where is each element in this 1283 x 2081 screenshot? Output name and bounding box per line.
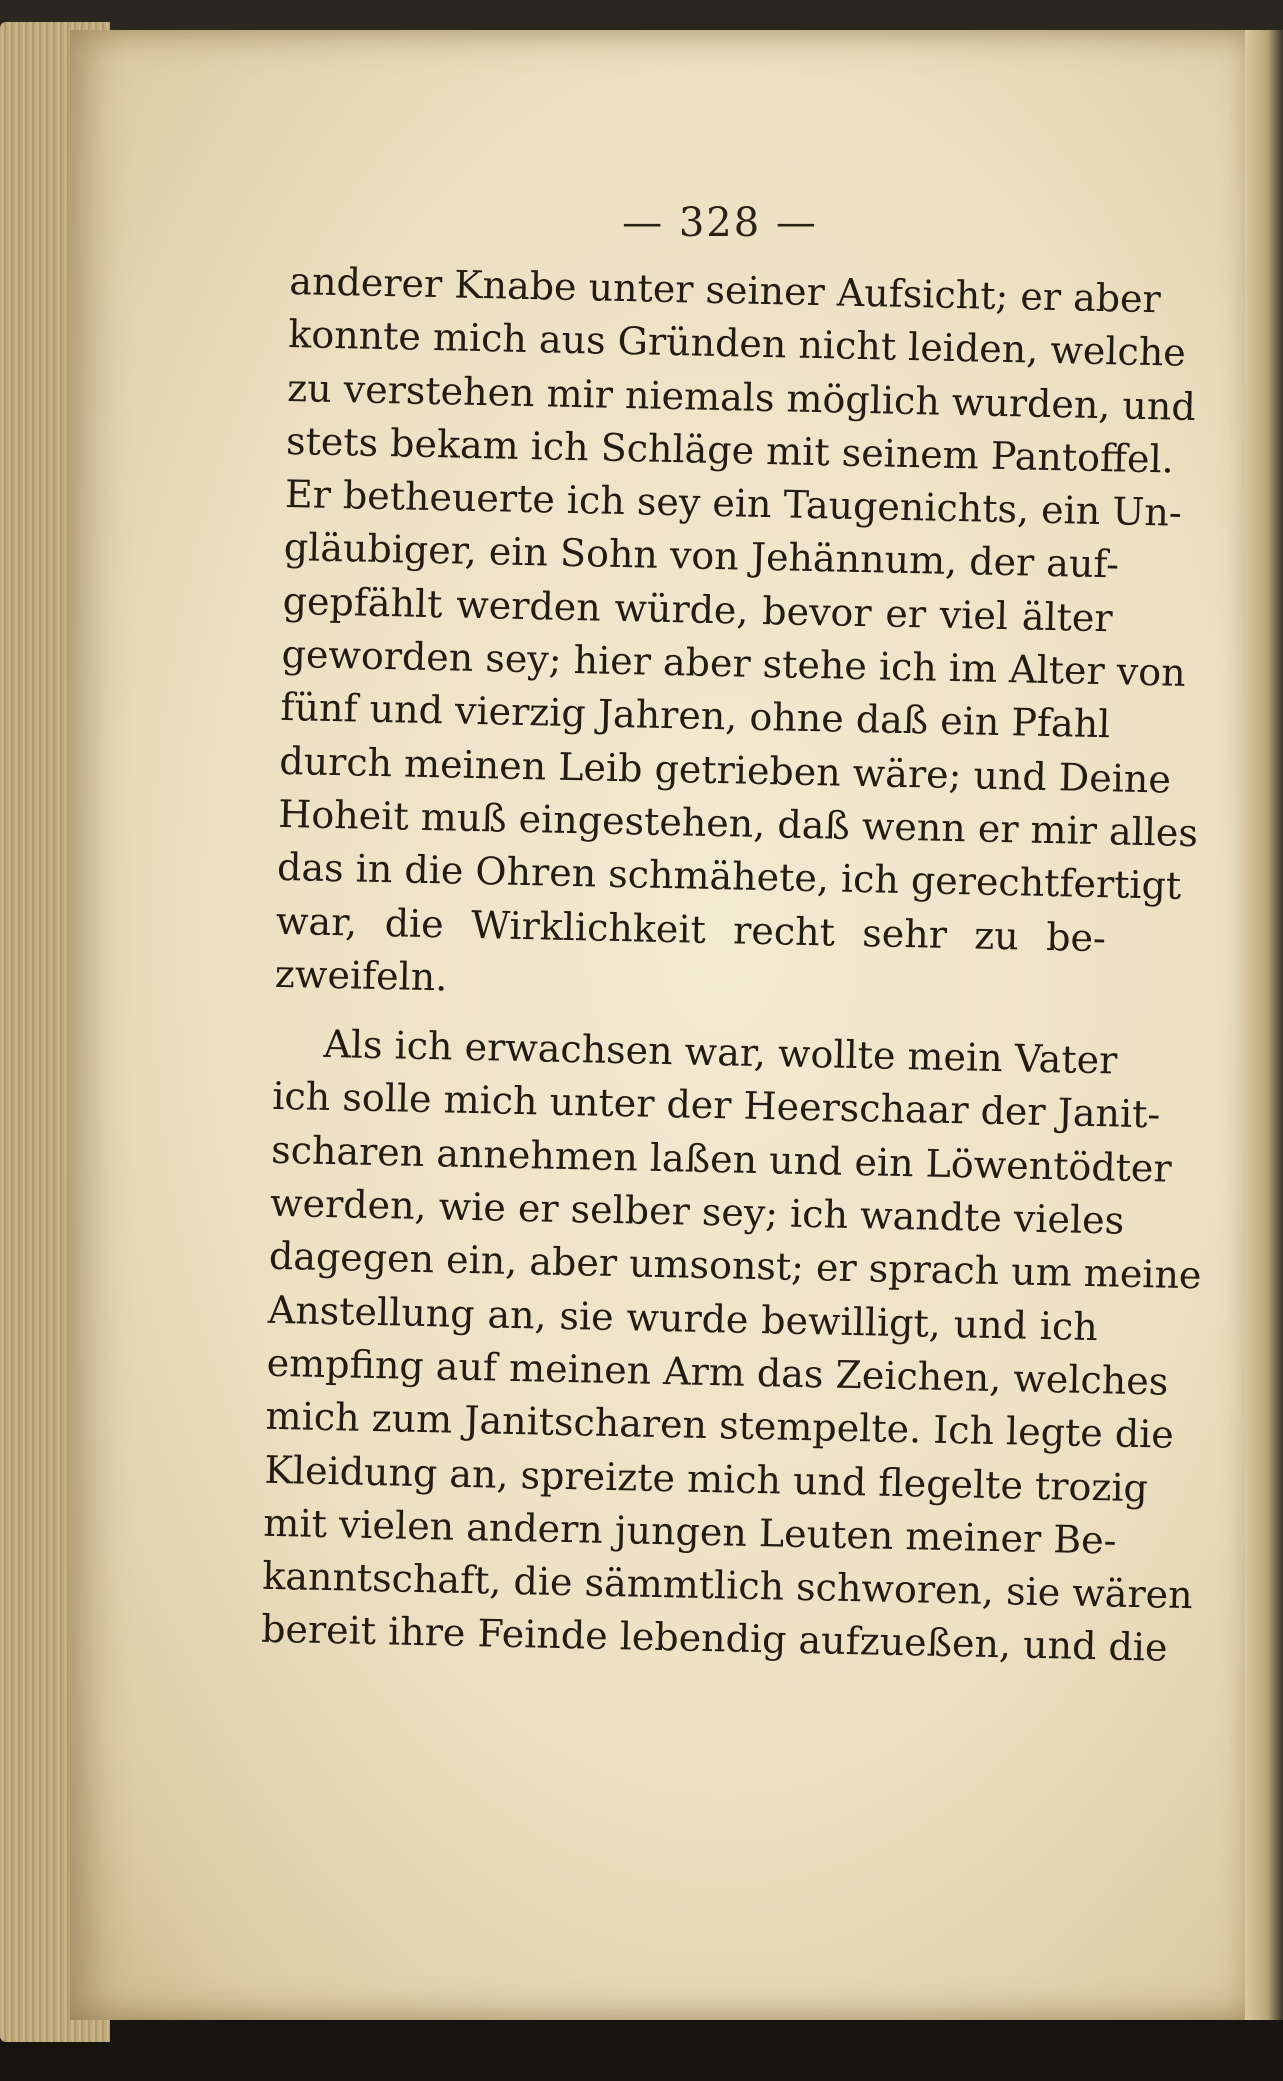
paragraph (274, 255, 1199, 1018)
body-text (260, 255, 1202, 1674)
text-line: scharen annehmen laßen und ein Löwentödter (270, 1127, 1173, 1191)
text-line: bereit ihre Feinde lebendig aufzueßen, und die (260, 1607, 1168, 1671)
text-line: anderer Knabe unter seiner Aufsicht; er aber (288, 258, 1162, 322)
text-line: Kleidung an, spreizte mich und flegelte trozig (264, 1447, 1149, 1510)
text-line: gläubiger, ein Sohn von Jehännum, der auf- (283, 525, 1120, 587)
text-line: geworden sey; hier aber stehe ich im Alter von (281, 631, 1187, 695)
text-line: war, die Wirklichkeit recht sehr zu be- (275, 898, 1107, 960)
text-line: zu verstehen mir niemals möglich wurden, und (286, 365, 1197, 429)
text-line: dagegen ein, aber umsonst; er sprach um meine (268, 1234, 1202, 1298)
text-line: werden, wie er selber sey; ich wandte vieles (269, 1180, 1125, 1243)
text-line: konnte mich aus Gründen nicht leiden, welche (287, 312, 1187, 376)
text-line: gepfählt werden würde, bevor er viel älter (282, 578, 1114, 641)
text-line: durch meinen Leib getrieben wäre; und Deine (278, 738, 1172, 802)
text-line: kanntschaft, die sämmtlich schworen, sie wären (261, 1553, 1194, 1618)
text-line: das in die Ohren schmähete, ich gerechtfertigt (276, 845, 1182, 909)
text-line: Hoheit muß eingestehen, daß wenn er mir alles (277, 791, 1199, 856)
text-line: stets bekam ich Schläge mit seinem Pantoffel. (285, 418, 1175, 482)
text-line: ich solle mich unter der Heerschaar der Janit- (271, 1074, 1161, 1137)
page-gutter (1245, 30, 1283, 2020)
text-line: mich zum Janitscharen stempelte. Ich legte die (265, 1393, 1175, 1457)
text-line: zweifeln. (274, 951, 448, 1000)
text-line: empfing auf meinen Arm das Zeichen, welches (266, 1340, 1169, 1404)
text-line: mit vielen andern jungen Leuten meiner Be- (262, 1500, 1117, 1563)
text-line: fünf und vierzig Jahren, ohne daß ein Pfahl (280, 685, 1111, 747)
text-line: Als ich erwachsen war, wollte mein Vater (323, 1022, 1118, 1083)
text-line: Anstellung an, sie wurde bewilligt, und ich (267, 1287, 1099, 1349)
paragraph (260, 1017, 1202, 1674)
text-line: Er betheuerte ich sey ein Taugenichts, ein Un- (284, 472, 1183, 535)
page-number: — 328 — (622, 200, 818, 246)
